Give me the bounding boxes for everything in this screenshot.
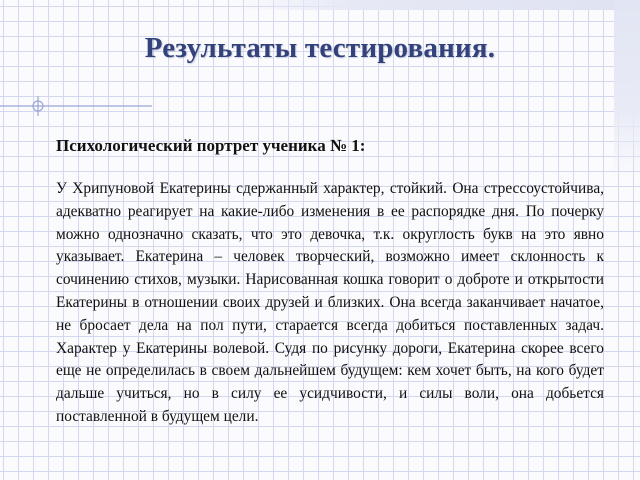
top-decorative-bar [232, 0, 640, 10]
content-area [56, 136, 604, 429]
circle-crosshair-ornament-icon [0, 96, 160, 116]
portrait-subtitle: Психологический портрет ученика № 1: [56, 136, 366, 155]
right-decorative-stripe [614, 0, 640, 180]
portrait-body-text: У Хрипуновой Екатерины сдержанный характер, стойкий. Она стрессоустойчива, адекватно реагирует на какие-либо изменения в ее распорядке дня. По почерку можно однозначно сказать, что это девочка, т.к. округлость букв на это явно указывает. Екатерина – человек творческий, возможно имеет склонность к сочинению стихов, музыки. Нарисованная кошка говорит о доброте и открытости Екатерины в отношении своих друзей и близких. Она всегда заканчивает начатое, не бросает дела на пол пути, старается всегда добиться поставленных задач. Характер у Екатерины волевой. Судя по рисунку дороги, Екатерина скорее всего еще не определилась в своем дальнейшем будущем: кем хочет быть, на кого будет дальше учиться, но в силу ее усидчивости, и силы воли, она добьется поставленной в будущем цели. [56, 180, 604, 425]
slide-title: Результаты тестирования. [144, 32, 496, 64]
